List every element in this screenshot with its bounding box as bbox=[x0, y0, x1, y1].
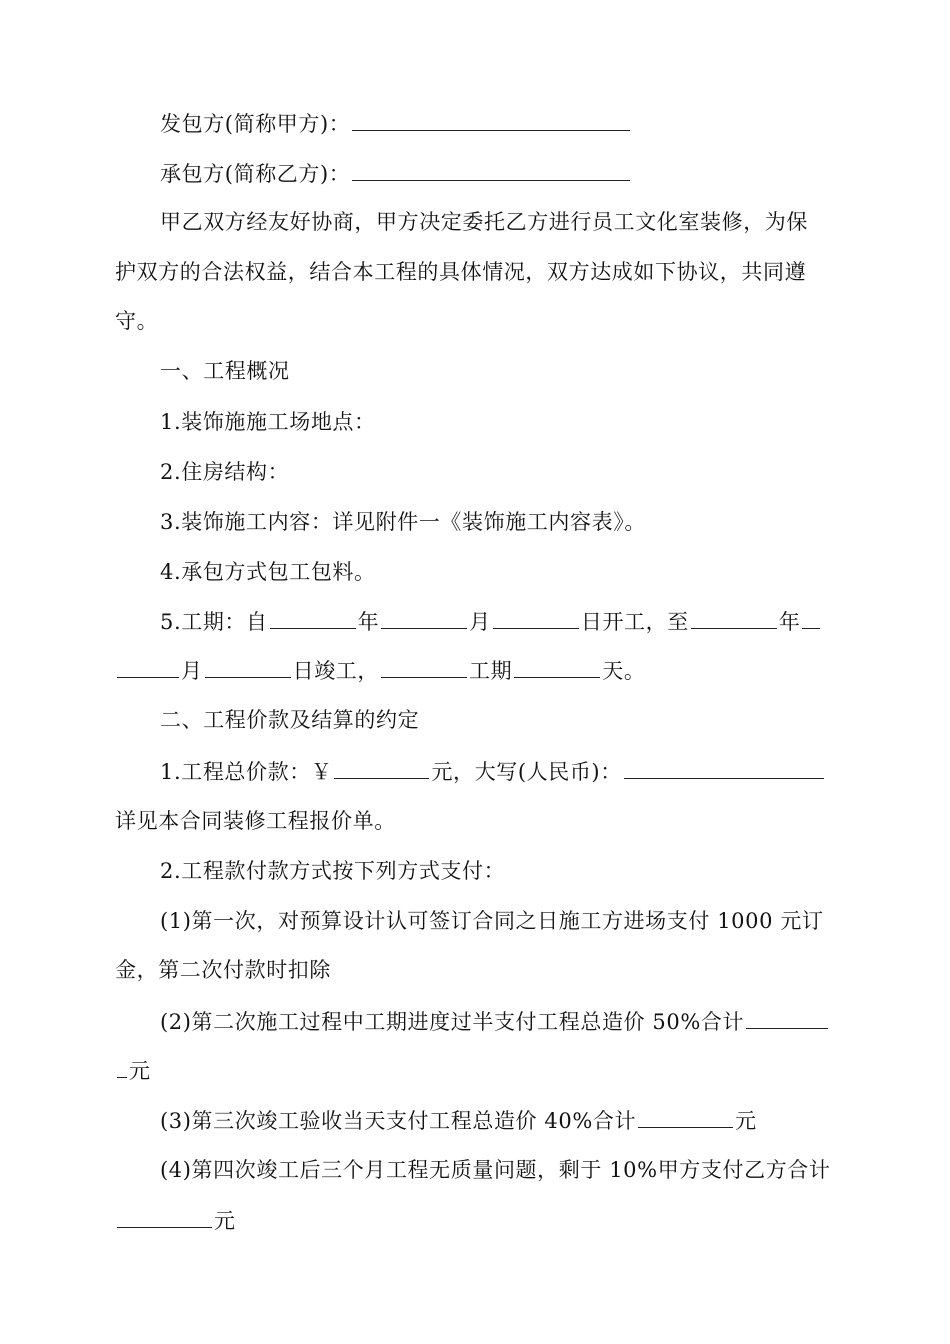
payment-2-line-2 bbox=[0, 1055, 950, 1086]
party-b-label: 承包方(简称乙方)： bbox=[160, 162, 351, 186]
day-start-label: 日开工，至 bbox=[580, 610, 689, 634]
payment-1-line-2: 金，第二次付款时扣除 bbox=[115, 958, 331, 982]
item-2-2: 2.工程款付款方式按下列方式支付： bbox=[160, 859, 506, 883]
payment-2-blank bbox=[746, 1006, 828, 1029]
payment-4-line-2 bbox=[0, 1205, 950, 1236]
day-end-label: 日竣工， bbox=[292, 659, 380, 683]
start-month-blank bbox=[381, 606, 467, 629]
period-label: 工期 bbox=[469, 659, 513, 683]
item-2-1-line-2: 详见本合同装修工程报价单。 bbox=[115, 809, 396, 833]
item-1-5-line-1 bbox=[0, 606, 950, 637]
yuan-label-1: 元 bbox=[129, 1059, 151, 1083]
party-a-line bbox=[0, 108, 950, 139]
payment-4-line-1: (4)第四次竣工后三个月工程无质量问题，剩于 10%甲方支付乙方合计 bbox=[160, 1158, 831, 1182]
end-day-blank bbox=[205, 655, 291, 678]
period-blank bbox=[381, 655, 467, 678]
payment-2-line-1 bbox=[0, 1006, 950, 1037]
payment-4-blank bbox=[117, 1205, 212, 1228]
end-year-blank bbox=[691, 606, 777, 629]
party-a-label: 发包方(简称甲方)： bbox=[160, 112, 351, 136]
party-a-blank bbox=[352, 108, 630, 131]
item-1-3: 3.装饰施工内容：详见附件一《装饰施工内容表》。 bbox=[160, 510, 646, 534]
party-b-blank bbox=[352, 158, 630, 181]
payment-2-blank-cont bbox=[117, 1055, 127, 1078]
total-price-words-blank bbox=[624, 756, 824, 779]
party-b-line bbox=[0, 158, 950, 189]
intro-line-3: 守。 bbox=[115, 309, 159, 333]
item-1-1: 1.装饰施施工场地点： bbox=[160, 410, 376, 434]
item-1-2: 2.住房结构： bbox=[160, 460, 290, 484]
end-month-blank-part bbox=[802, 606, 820, 629]
intro-line-1: 甲乙双方经友好协商，甲方决定委托乙方进行员工文化室装修，为保 bbox=[160, 210, 808, 234]
start-day-blank bbox=[493, 606, 579, 629]
days-blank bbox=[514, 655, 600, 678]
intro-line-2: 护双方的合法权益，结合本工程的具体情况，双方达成如下协议，共同遵 bbox=[115, 260, 807, 284]
start-year-blank bbox=[270, 606, 356, 629]
month-label-2: 月 bbox=[181, 659, 203, 683]
payment-3-text: (3)第三次竣工验收当天支付工程总造价 40%合计 bbox=[160, 1109, 637, 1133]
total-price-label: 1.工程总价款：￥ bbox=[160, 760, 333, 784]
end-month-blank bbox=[117, 655, 179, 678]
payment-3-line bbox=[0, 1105, 950, 1136]
payment-1-line-1: (1)第一次，对预算设计认可签订合同之日施工方进场支付 1000 元订 bbox=[160, 909, 824, 933]
year-label: 年 bbox=[357, 610, 380, 634]
item-1-5-line-2 bbox=[0, 655, 950, 686]
total-price-blank bbox=[334, 756, 429, 779]
year-label-2: 年 bbox=[778, 610, 801, 634]
section-2-title: 二、工程价款及结算的约定 bbox=[160, 708, 420, 732]
payment-3-blank bbox=[638, 1105, 733, 1128]
days-label: 天。 bbox=[602, 659, 646, 683]
item-2-1-line-1 bbox=[0, 756, 950, 787]
period-start-label: 5.工期：自 bbox=[160, 610, 268, 634]
item-1-4: 4.承包方式包工包料。 bbox=[160, 560, 376, 584]
payment-2-text: (2)第二次施工过程中工期进度过半支付工程总造价 50%合计 bbox=[160, 1010, 745, 1034]
yuan-label-2: 元 bbox=[735, 1109, 757, 1133]
yuan-label-3: 元 bbox=[214, 1209, 236, 1233]
section-1-title: 一、工程概况 bbox=[160, 359, 290, 383]
total-price-words-label: 元，大写(人民币)： bbox=[431, 760, 622, 784]
month-label: 月 bbox=[469, 610, 491, 634]
